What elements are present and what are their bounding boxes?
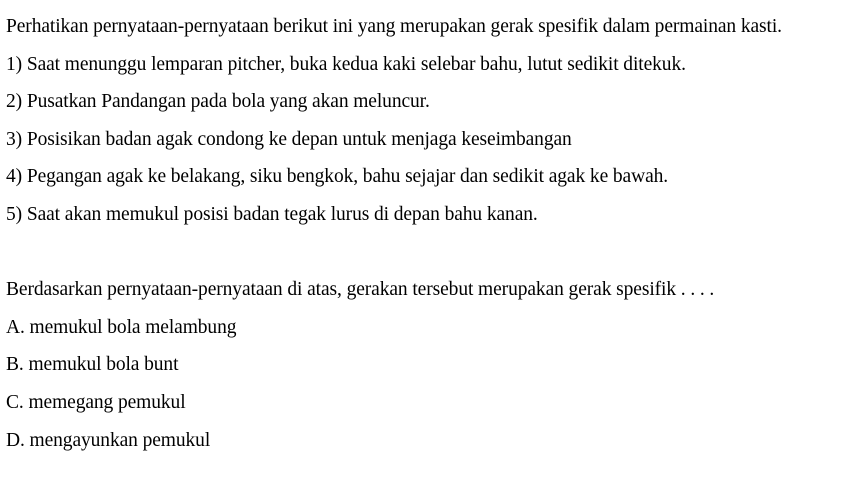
- answer-option-b[interactable]: B. memukul bola bunt: [6, 354, 179, 376]
- statement-item: 2) Pusatkan Pandangan pada bola yang akan meluncur.: [6, 91, 430, 113]
- answer-option-c[interactable]: C. memegang pemukul: [6, 391, 186, 413]
- answer-option-a[interactable]: A. memukul bola melambung: [6, 316, 237, 338]
- statement-item: 5) Saat akan memukul posisi badan tegak lurus di depan bahu kanan.: [6, 203, 538, 225]
- question-intro: Perhatikan pernyataan-pernyataan berikut ini yang merupakan gerak spesifik dalam permainan kasti.: [6, 16, 782, 37]
- statement-item: 1) Saat menunggu lemparan pitcher, buka kedua kaki selebar bahu, lutut sedikit ditekuk.: [6, 53, 686, 75]
- answer-options: [6, 309, 851, 459]
- statement-item: 4) Pegangan agak ke belakang, siku bengkok, bahu sejajar dan sedikit agak ke bawah.: [6, 166, 669, 188]
- question-prompt: Berdasarkan pernyataan-pernyataan di atas, gerakan tersebut merupakan gerak spesifik . . . .: [6, 279, 715, 301]
- statement-list: [6, 46, 851, 234]
- paragraph-spacer: [6, 234, 851, 272]
- answer-option-d[interactable]: D. mengayunkan pemukul: [6, 429, 211, 451]
- statement-item: 3) Posisikan badan agak condong ke depan untuk menjaga keseimbangan: [6, 128, 572, 150]
- question-document: [6, 8, 851, 459]
